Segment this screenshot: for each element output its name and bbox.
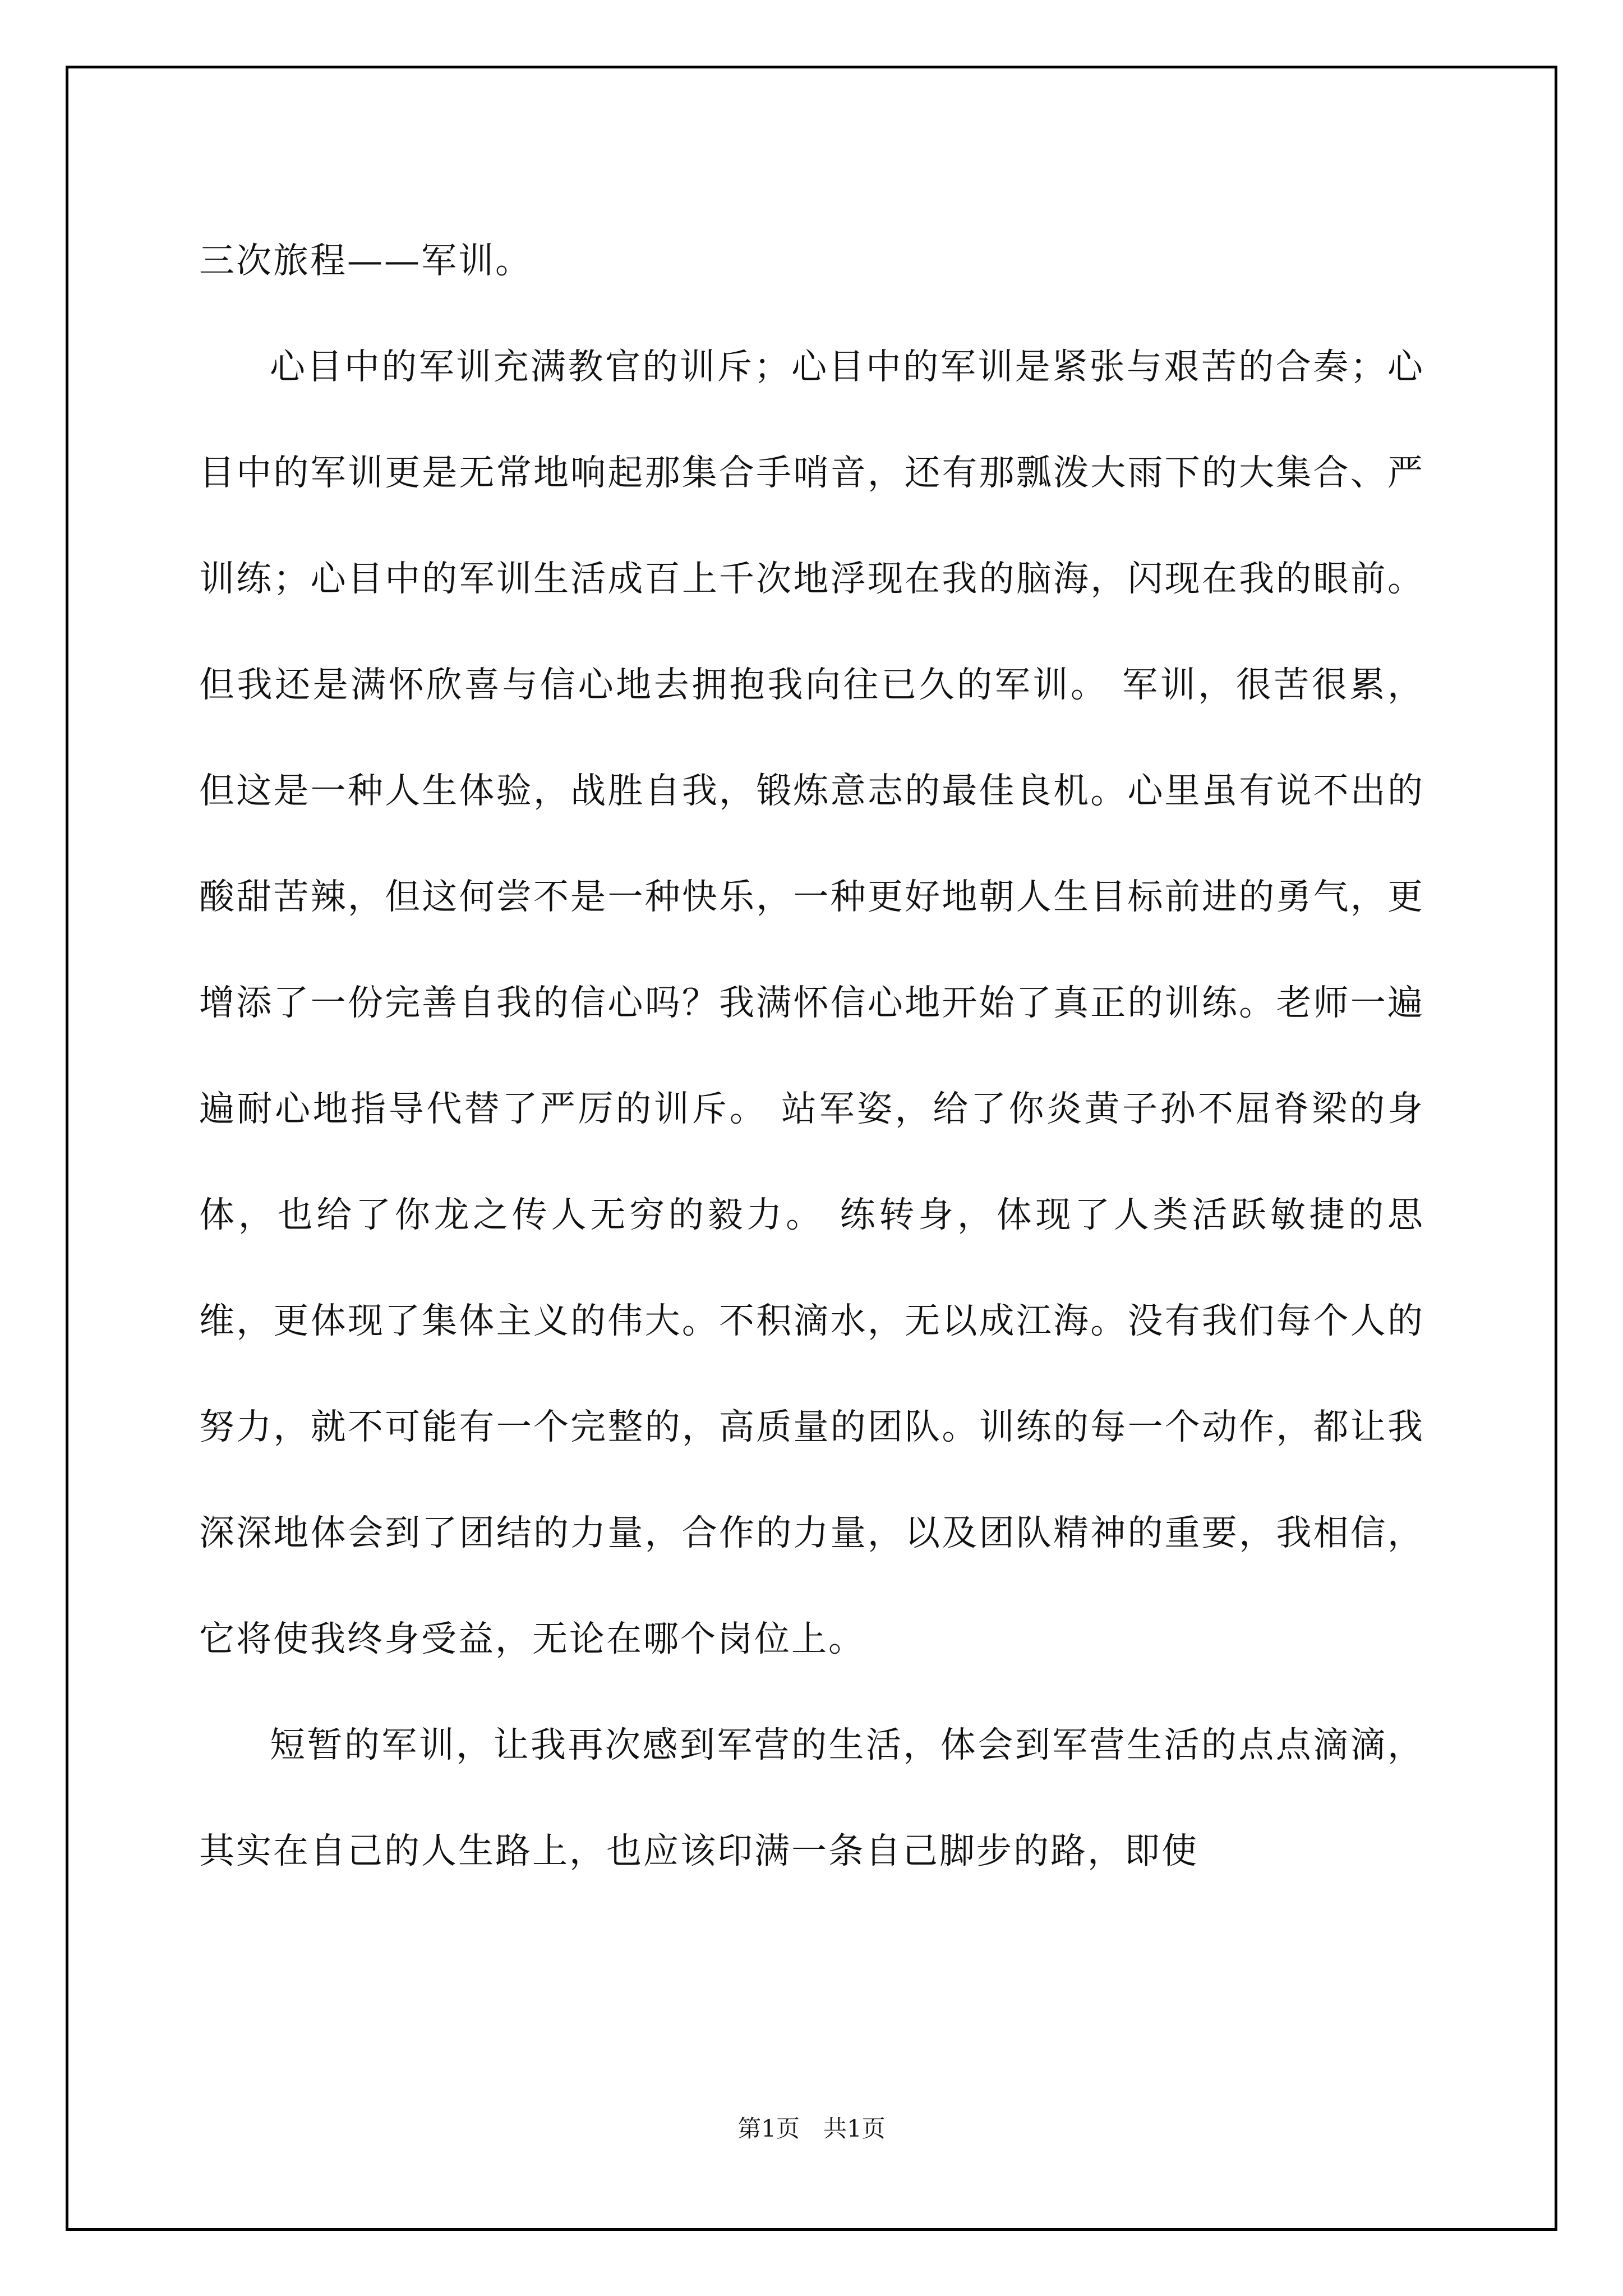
paragraph-1: 三次旅程——军训。 xyxy=(199,240,532,281)
paragraph-2: 心目中的军训充满教官的训斥；心目中的军训是紧张与艰苦的合奏；心目中的军训更是无常地响起那集合手哨音，还有那瓢泼大雨下的大集合、严训练；心目中的军训生活成百上千次地浮现在我的脑海，闪现在我的眼前。但我还是满怀欣喜与信心地去拥抱我向往已久的军训。 军训，很苦很累，但这是一种人生体验，战胜自我，锻炼意志的最佳良机。心里虽有说不出的酸甜苦辣，但这何尝不是一种快乐，一种更好地朝人生目标前进的勇气，更增添了一份完善自我的信心吗？我满怀信心地开始了真正的训练。老师一遍遍耐心地指导代替了严厉的训斥。 站军姿，给了你炎黄子孙不屈脊梁的身体，也给了你龙之传人无穷的毅力。 练转身，体现了人类活跃敏捷的思维，更体现了集体主义的伟大。不积滴水，无以成江海。没有我们每个人的努力，就不可能有一个完整的，高质量的团队。训练的每一个动作，都让我深深地体会到了团结的力量，合作的力量，以及团队精神的重要，我相信，它将使我终身受益，无论在哪个岗位上。 xyxy=(199,346,1424,1659)
page-number-footer: 第1页 共1页 xyxy=(737,2115,886,2142)
paragraph-3: 短暂的军训，让我再次感到军营的生活，体会到军营生活的点点滴滴，其实在自己的人生路上，也应该印满一条自己脚步的路，即使 xyxy=(199,1724,1424,1871)
document-body xyxy=(199,208,1424,1904)
